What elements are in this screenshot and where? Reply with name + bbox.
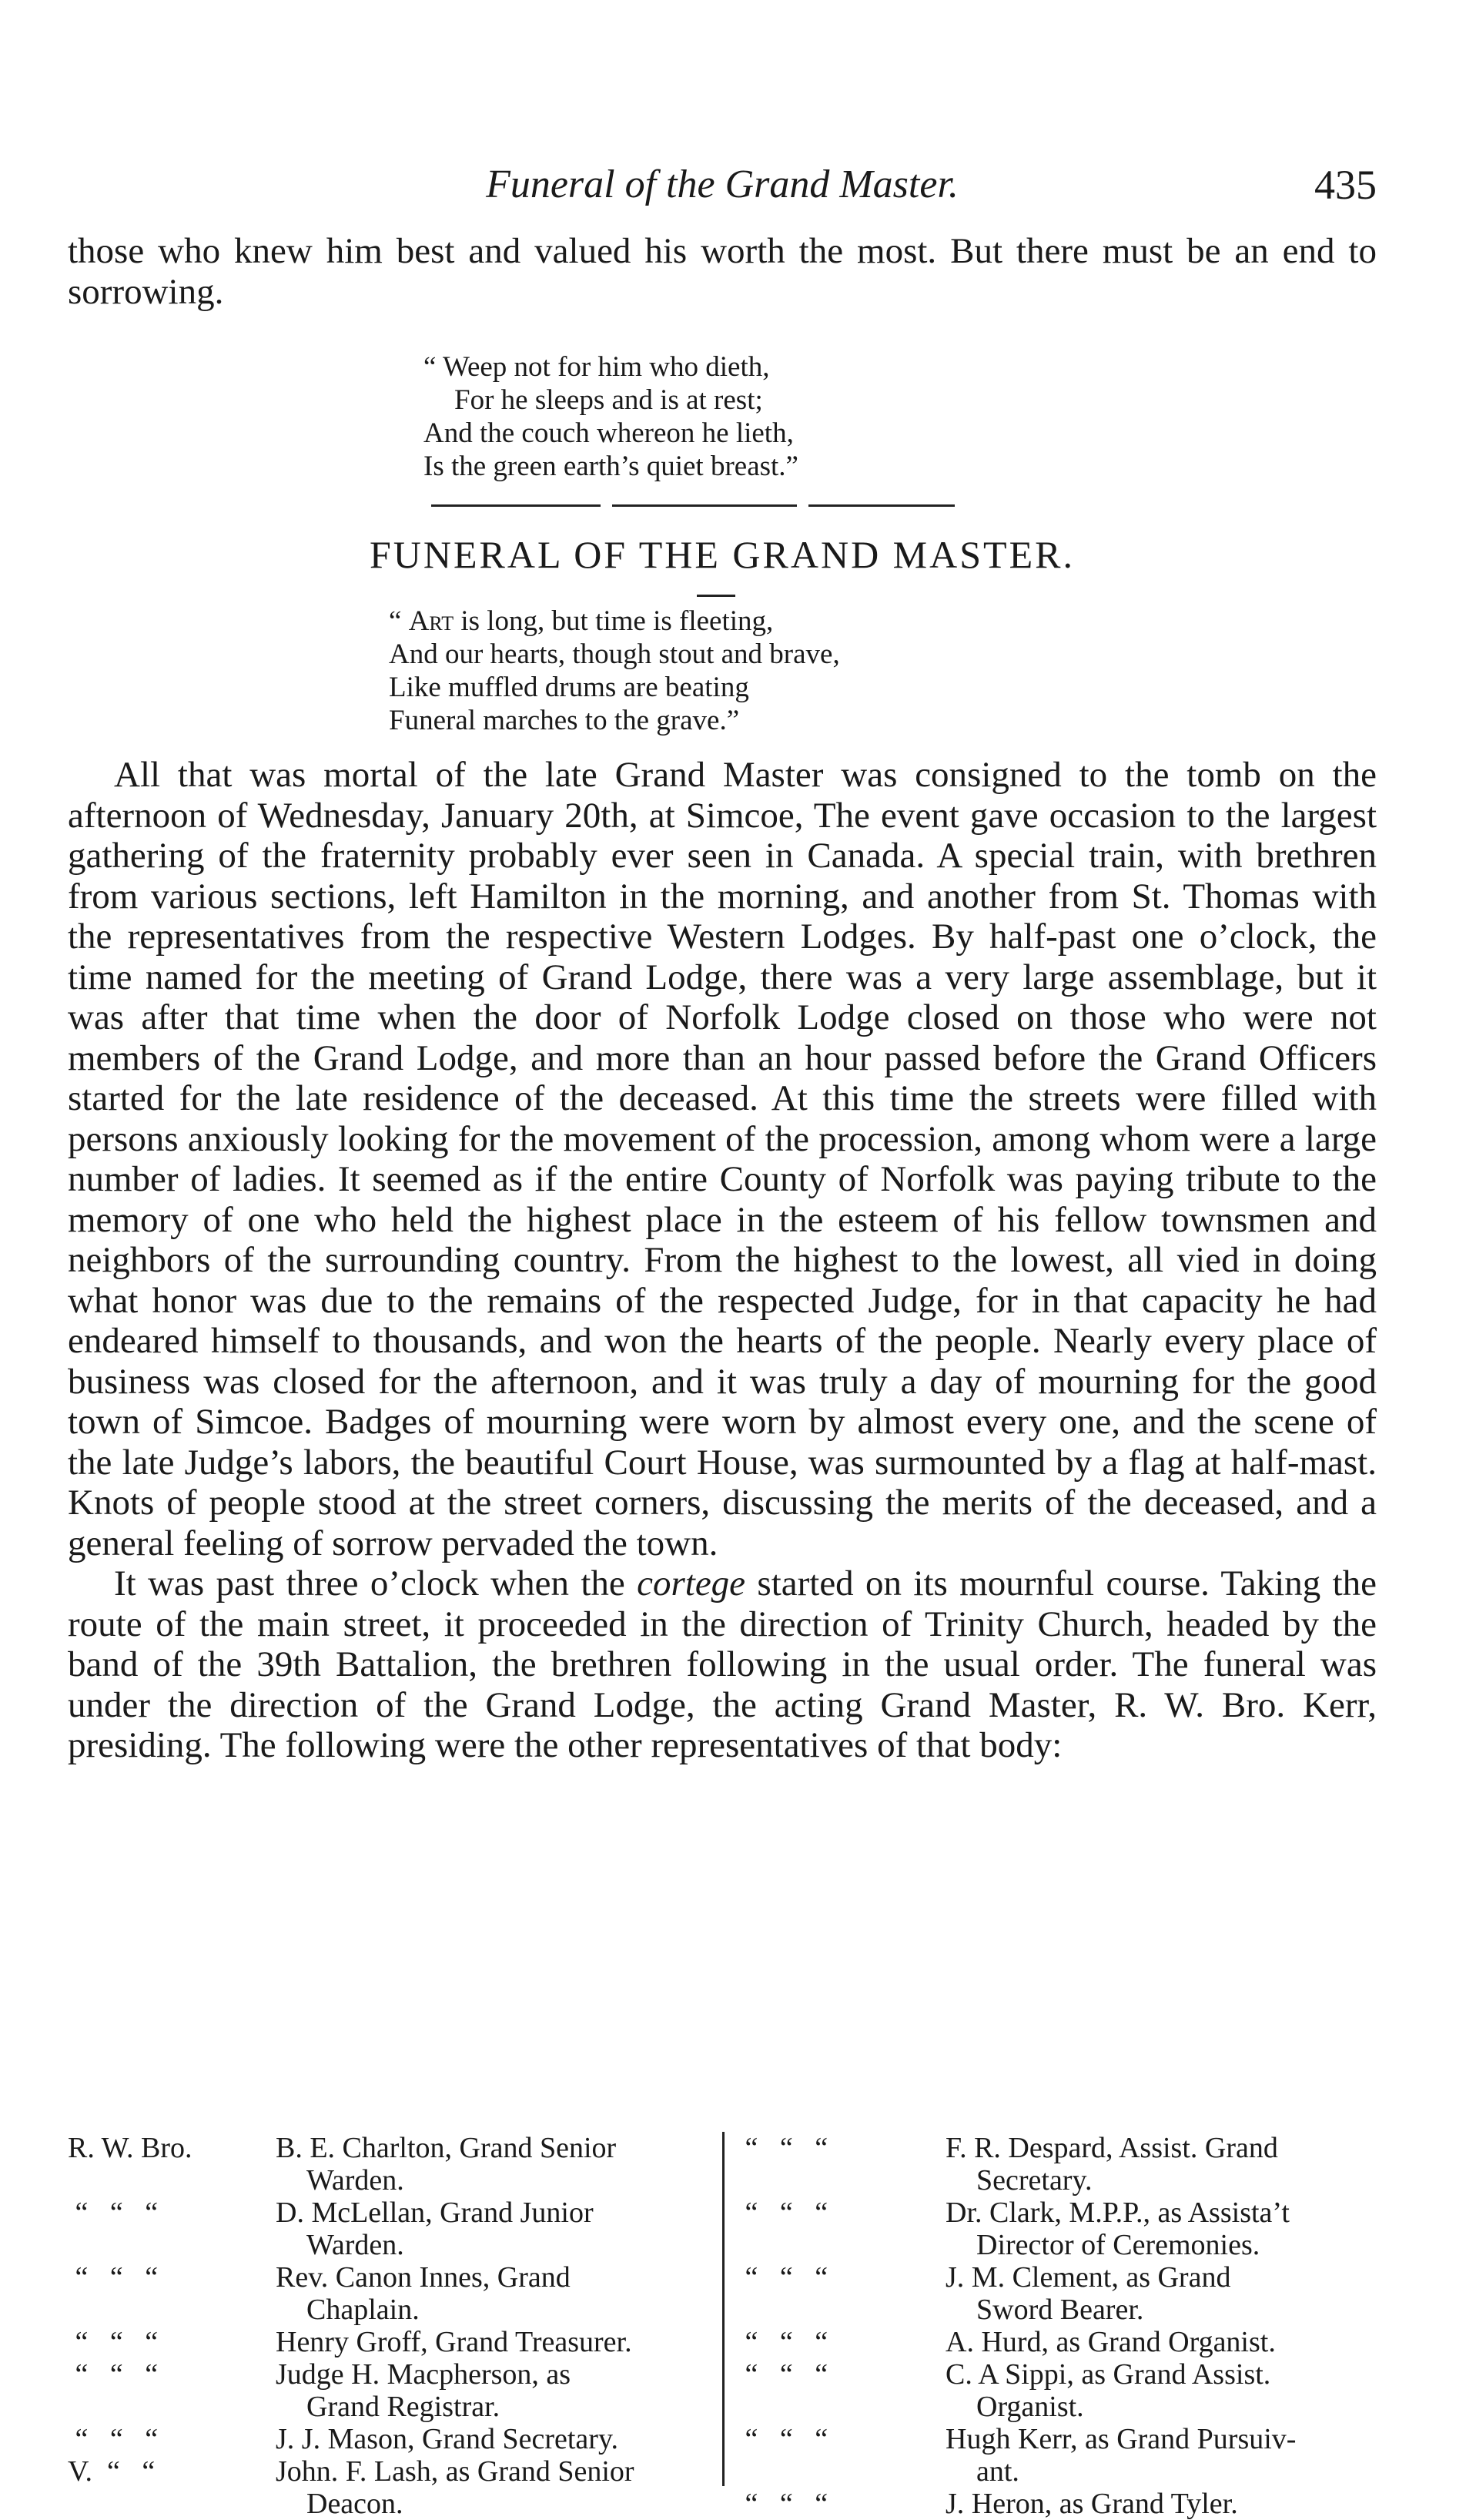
officer-entry bbox=[68, 2132, 707, 2197]
poem-line: “ Weep not for him who dieth, bbox=[423, 351, 770, 383]
title-underline bbox=[697, 595, 735, 597]
officer-line-cont: Secretary. bbox=[976, 2164, 1093, 2197]
officer-entry bbox=[738, 2197, 1377, 2261]
officer-line-cont: Grand Registrar. bbox=[306, 2391, 500, 2423]
officer-entry bbox=[68, 2358, 707, 2423]
officer-prefix: R. W. Bro. bbox=[68, 2132, 192, 2164]
intro-paragraph: those who knew him best and valued his worth the most. But there must be an end to sorrowing. bbox=[68, 231, 1377, 312]
page-number: 435 bbox=[1314, 162, 1377, 208]
officer-prefix: “ “ “ bbox=[738, 2132, 828, 2164]
officer-text bbox=[276, 2326, 707, 2358]
officers-list bbox=[68, 2132, 1377, 2520]
officer-text bbox=[276, 2132, 707, 2197]
officer-line-cont: Deacon. bbox=[306, 2488, 403, 2520]
officer-text bbox=[946, 2197, 1377, 2261]
epigraph-open-quote: “ bbox=[389, 605, 409, 637]
main-body bbox=[68, 755, 1377, 1766]
officer-prefix: “ “ “ bbox=[68, 2423, 159, 2455]
officer-line: J. M. Clement, as Grand bbox=[946, 2261, 1231, 2294]
body-paragraph-2 bbox=[68, 1563, 1377, 1766]
officer-text bbox=[276, 2455, 707, 2520]
officer-prefix: “ “ “ bbox=[68, 2197, 159, 2229]
officer-line: A. Hurd, as Grand Organist. bbox=[946, 2326, 1276, 2358]
officer-line: J. Heron, as Grand Tyler. bbox=[946, 2488, 1238, 2520]
column-divider bbox=[722, 2132, 725, 2486]
officer-line: Dr. Clark, M.P.P., as Assista’t bbox=[946, 2197, 1290, 2229]
officer-line: John. F. Lash, as Grand Senior bbox=[276, 2455, 634, 2488]
officer-line: J. J. Mason, Grand Secretary. bbox=[276, 2423, 618, 2455]
officer-line: B. E. Charlton, Grand Senior bbox=[276, 2132, 617, 2164]
officer-line-cont: Director of Ceremonies. bbox=[976, 2229, 1260, 2261]
epigraph-line bbox=[389, 605, 840, 638]
officer-entry bbox=[738, 2358, 1377, 2423]
officer-line-cont: Organist. bbox=[976, 2391, 1084, 2423]
officer-entry bbox=[738, 2423, 1377, 2488]
officer-line-cont: Sword Bearer. bbox=[976, 2294, 1144, 2326]
officer-prefix: V. “ “ bbox=[68, 2455, 156, 2488]
body-paragraph-1: All that was mortal of the late Grand Master was consigned to the tomb on the afternoon of Wednesday, January 20th, at Simcoe, The event gave occasion to the largest gathering of the fraternity probably ever seen in Canada. A special train, with brethren from various sections, left Hamilton in the morning, and another from St. Thomas with the representatives from the respective Western Lodges. By half-past one o’clock, the time named for the meeting of Grand Lodge, there was a very large assemblage, but it was after that time when the door of Norfolk Lodge closed on those who were not members of the Grand Lodge, and more than an hour passed before the Grand Officers started for the late residence of the deceased. At this time the streets were filled with persons anxiously looking for the movement of the procession, among whom were a large number of ladies. It seemed as if the entire County of Norfolk was paying tribute to the memory of one who held the highest place in the esteem of his fellow townsmen and neighbors of the surrounding country. From the highest to the lowest, all vied in doing what honor was due to the remains of the respected Judge, for in that capacity he had endeared himself to thousands, and won the hearts of the people. Nearly every place of business was closed for the afternoon, and it was truly a day of mourning for the good town of Simcoe. Badges of mourning were worn by almost every one, and the scene of the late Judge’s labors, the beautiful Court House, was surmounted by a flag at half-mast. Knots of people stood at the street corners, discussing the merits of the deceased, and a general feeling of sorrow pervaded the town. bbox=[68, 755, 1377, 1563]
officer-text bbox=[946, 2423, 1377, 2488]
officer-line-cont: Warden. bbox=[306, 2229, 404, 2261]
officer-prefix: “ “ “ bbox=[738, 2423, 828, 2455]
officer-entry bbox=[68, 2326, 707, 2358]
officers-left-column bbox=[68, 2132, 707, 2520]
epigraph-line: Like muffled drums are beating bbox=[389, 672, 749, 703]
officer-entry bbox=[68, 2423, 707, 2455]
epigraph bbox=[389, 605, 840, 737]
officer-prefix: “ “ “ bbox=[738, 2261, 828, 2294]
paragraph2-text-before: It was past three o’clock when the bbox=[114, 1563, 638, 1603]
officer-prefix: “ “ “ bbox=[68, 2261, 159, 2294]
intro-poem bbox=[423, 350, 798, 483]
separator-rule-middle bbox=[612, 504, 797, 507]
officer-line: F. R. Despard, Assist. Grand bbox=[946, 2132, 1278, 2164]
officer-line: C. A Sippi, as Grand Assist. bbox=[946, 2358, 1271, 2391]
epigraph-first-word: Art bbox=[408, 605, 454, 637]
separator-rule-left bbox=[431, 504, 601, 507]
officer-prefix: “ “ “ bbox=[68, 2326, 159, 2358]
officer-line: Rev. Canon Innes, Grand bbox=[276, 2261, 571, 2294]
cortege-italic: cortege bbox=[637, 1563, 746, 1603]
officer-text bbox=[276, 2261, 707, 2326]
officers-right-column bbox=[738, 2132, 1377, 2520]
epigraph-line-text: is long, but time is fleeting, bbox=[454, 605, 774, 637]
separator-rule-right bbox=[808, 504, 955, 507]
poem-line: For he sleeps and is at rest; bbox=[454, 384, 763, 416]
officer-prefix: “ “ “ bbox=[68, 2358, 159, 2391]
intro-paragraph-block bbox=[68, 231, 1377, 312]
officer-text bbox=[276, 2358, 707, 2423]
officer-entry bbox=[738, 2261, 1377, 2326]
officer-text bbox=[946, 2261, 1377, 2326]
epigraph-line: And our hearts, though stout and brave, bbox=[389, 638, 840, 670]
officer-text bbox=[946, 2326, 1377, 2358]
officer-line-cont: Chaplain. bbox=[306, 2294, 420, 2326]
running-head bbox=[68, 162, 1377, 223]
poem-line: Is the green earth’s quiet breast.” bbox=[423, 451, 798, 482]
officer-text bbox=[276, 2423, 707, 2455]
officer-line-cont: ant. bbox=[976, 2455, 1019, 2488]
section-title: FUNERAL OF THE GRAND MASTER. bbox=[369, 533, 1075, 576]
officer-entry bbox=[68, 2455, 707, 2520]
officer-line: Henry Groff, Grand Treasurer. bbox=[276, 2326, 632, 2358]
officer-prefix: “ “ “ bbox=[738, 2358, 828, 2391]
officer-entry bbox=[68, 2261, 707, 2326]
running-title: Funeral of the Grand Master. bbox=[486, 163, 959, 206]
officer-text bbox=[946, 2132, 1377, 2197]
officer-entry bbox=[68, 2197, 707, 2261]
officer-prefix: “ “ “ bbox=[738, 2488, 828, 2520]
officer-line: D. McLellan, Grand Junior bbox=[276, 2197, 594, 2229]
officer-entry bbox=[738, 2326, 1377, 2358]
epigraph-line: Funeral marches to the grave.” bbox=[389, 705, 740, 736]
officer-line-cont: Warden. bbox=[306, 2164, 404, 2197]
officer-text bbox=[946, 2358, 1377, 2423]
officer-text bbox=[276, 2197, 707, 2261]
officer-prefix: “ “ “ bbox=[738, 2326, 828, 2358]
officer-line: Judge H. Macpherson, as bbox=[276, 2358, 571, 2391]
officer-prefix: “ “ “ bbox=[738, 2197, 828, 2229]
officer-line: Hugh Kerr, as Grand Pursuiv- bbox=[946, 2423, 1297, 2455]
officer-entry bbox=[738, 2132, 1377, 2197]
paragraph2-text-after: started on its mournful course. Taking the route of the main street, it proceeded in the direction of Trinity Church, headed by the band of the 39th Battalion, the brethren following in the usual order. The funeral was under the direction of the Grand Lodge, the acting Grand Master, R. W. Bro. Kerr, presiding. The following were the other representatives of that body: bbox=[68, 1563, 1377, 1765]
poem-line: And the couch whereon he lieth, bbox=[423, 417, 794, 449]
